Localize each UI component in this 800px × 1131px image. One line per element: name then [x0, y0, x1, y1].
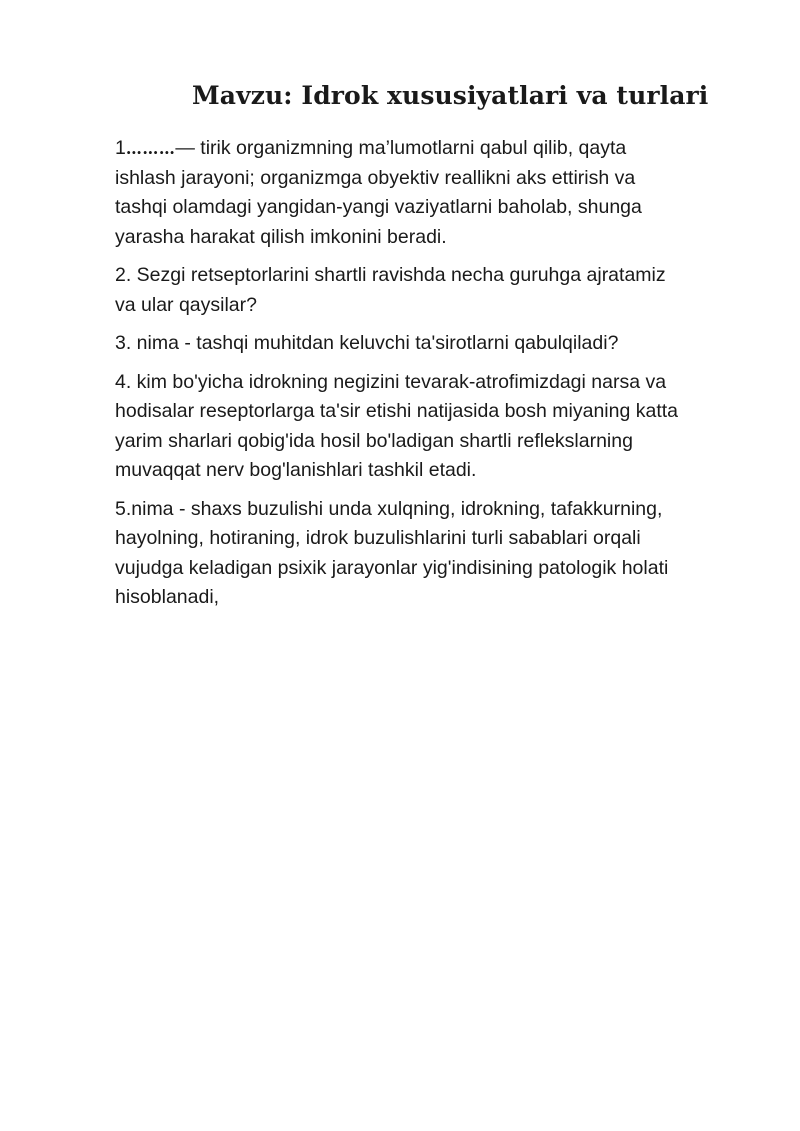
- question-line: 3. nima - tashqi muhitdan keluvchi ta'sirotlarni qabulqiladi?: [115, 332, 619, 354]
- question-line: va ular qaysilar?: [115, 293, 257, 316]
- question-1: [115, 134, 755, 252]
- question-line: yarim sharlari qobig'ida hosil bo'ladigan shartli reflekslarning: [115, 429, 633, 452]
- question-line: hayolning, hotiraning, idrok buzulishlarini turli sabablari orqali: [115, 527, 641, 549]
- question-4: [115, 368, 755, 486]
- question-5: [115, 495, 755, 613]
- question-line: ishlash jarayoni; organizmga obyektiv reallikni aks ettirish va: [115, 166, 636, 189]
- questions-list: [115, 134, 755, 622]
- question-2: [115, 261, 755, 320]
- question-line: [115, 134, 755, 164]
- blank-dots: ………: [125, 139, 176, 158]
- question-line: muvaqqat nerv bog'lanishlari tashkil etadi.: [115, 459, 477, 481]
- question-line: 4. kim bo'yicha idrokning negizini tevarak-atrofimizdagi narsa va: [115, 370, 667, 393]
- question-line: hisoblanadi,: [115, 586, 220, 608]
- question-line: hodisalar reseptorlarga ta'sir etishi natijasida bosh miyaning katta: [115, 400, 679, 422]
- question-line: tashqi olamdagi yangidan-yangi vaziyatlarni baholab, shunga: [115, 196, 642, 218]
- question-3: [115, 329, 755, 359]
- question-text: — tirik organizmning ma’lumotlarni qabul qilib, qayta: [175, 137, 627, 159]
- question-line: yarasha harakat qilish imkonini beradi.: [115, 225, 447, 248]
- question-number: 1: [115, 137, 126, 159]
- question-line: 5.nima - shaxs buzulishi unda xulqning, idrokning, tafakkurning,: [115, 497, 663, 520]
- page-title: Mavzu: Idrok xususiyatlari va turlari: [192, 81, 709, 110]
- question-line: 2. Sezgi retseptorlarini shartli ravishda necha guruhga ajratamiz: [115, 264, 666, 286]
- question-line: vujudga keladigan psixik jarayonlar yig'indisining patologik holati: [115, 556, 669, 579]
